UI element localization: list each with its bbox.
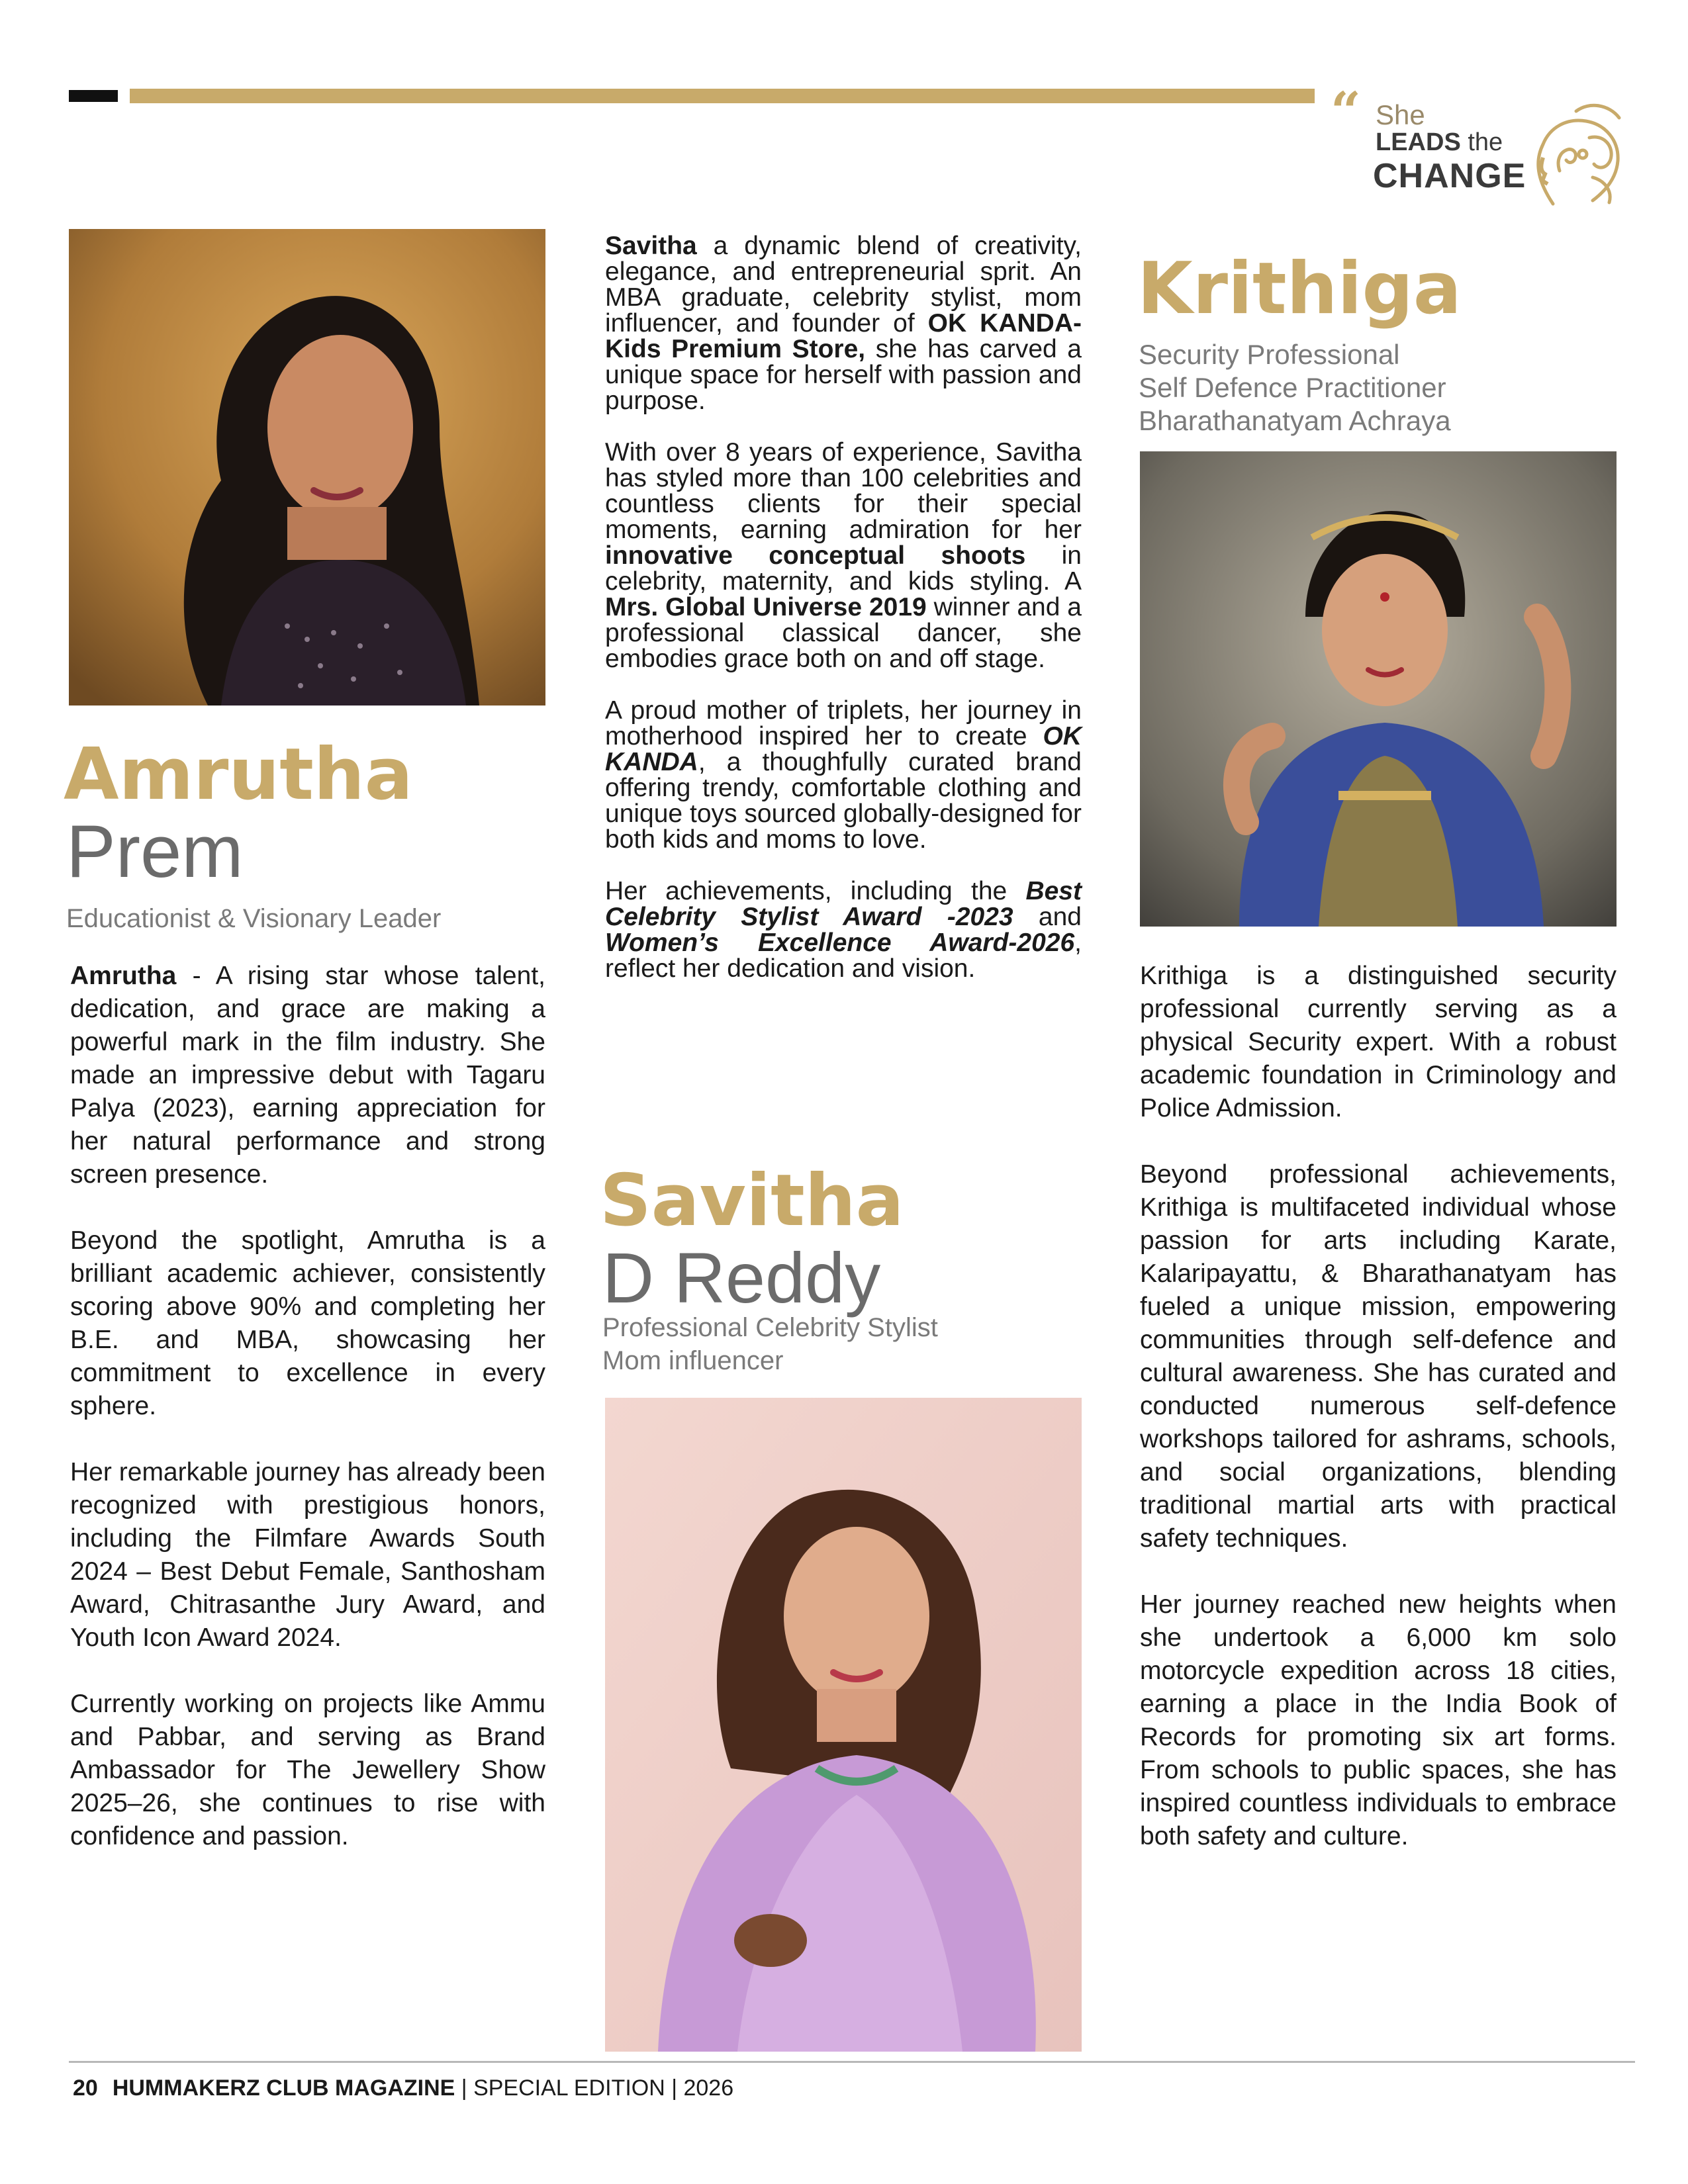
magazine-name: HUMMAKERZ CLUB MAGAZINE xyxy=(112,2075,455,2101)
krithiga-bio xyxy=(1140,960,1617,1853)
amrutha-bio-paragraph: Beyond the spotlight, Amrutha is a brilliant academic achiever, consistently scoring above 90% and completing her B.E. and MBA, showcasing her commitment to excellence in every sphere. xyxy=(70,1226,545,1420)
krithiga-bio-paragraph: Beyond professional achievements, Krithiga is multifaceted individual whose passion for arts including Karate, Kalaripayattu, & Bharathanatyam has fueled a unique mission, empowering communities through self-defence and cultural awareness. She has curated and conducted numerous self-defence workshops tailored for ashrams, schools, and social organizations, blending traditional martial arts with practical safety techniques. xyxy=(1140,1160,1617,1553)
savitha-portrait-photo xyxy=(605,1398,1082,2052)
amrutha-bio-paragraph: Her remarkable journey has already been recognized with prestigious honors, including the Filmfare Awards South 2024 – Best Debut Female, Santhosham Award, Chitrasanthe Jury Award, and Youth Icon Award 2024. xyxy=(70,1458,545,1652)
footer-divider xyxy=(69,2061,1635,2063)
krithiga-portrait-photo xyxy=(1140,451,1617,927)
amrutha-portrait-photo xyxy=(69,229,545,705)
logo-line-1: She xyxy=(1376,99,1425,130)
savitha-role: Mom influencer xyxy=(602,1346,784,1375)
page-number: 20 xyxy=(73,2075,98,2101)
header-accent-bar-dark xyxy=(69,90,118,102)
krithiga-role: Self Defence Practitioner xyxy=(1139,372,1446,403)
krithiga-bio-paragraph: Krithiga is a distinguished security professional currently serving as a physical Security expert. With a robust academic foundation in Criminology and Police Admission. xyxy=(1140,962,1617,1122)
savitha-bio-paragraph: A proud mother of triplets, her journey in motherhood inspired her to create OK KANDA, a thoughfully curated brand offering trendy, comfortable clothing and unique toys sourced globally-designed for both kids and moms to love. xyxy=(605,696,1082,854)
savitha-bio-paragraph: Savitha a dynamic blend of creativity, elegance, and entrepreneurial sprit. An MBA graduate, celebrity stylist, mom influencer, and founder of OK KANDA-Kids Premium Store, she has carved a unique space for herself with passion and purpose. xyxy=(605,232,1082,415)
amrutha-bio-paragraph: Currently working on projects like Ammu and Pabbar, and serving as Brand Ambassador for The Jewellery Show 2025–26, she continues to rise with confidence and passion. xyxy=(70,1690,545,1850)
krithiga-name: Krithiga xyxy=(1137,248,1462,330)
amrutha-last-name: Prem xyxy=(66,810,244,893)
savitha-bio-paragraph: With over 8 years of experience, Savitha has styled more than 100 celebrities and countless clients for their special moments, earning admiration for her innovative conceptual shoots in celebrity, maternity, and kids styling. A Mrs. Global Universe 2019 winner and a professional classical dancer, she embodies grace both on and off stage. xyxy=(605,438,1082,673)
amrutha-role: Educationist & Visionary Leader xyxy=(66,904,442,933)
quote-mark-icon: “ xyxy=(1331,80,1362,142)
logo-line-2: LEADS the xyxy=(1376,128,1503,156)
savitha-first-name: Savitha xyxy=(600,1160,904,1242)
savitha-last-name: D Reddy xyxy=(602,1238,881,1318)
she-leads-the-change-logo xyxy=(1331,80,1635,217)
amrutha-first-name: Amrutha xyxy=(64,733,413,816)
logo-line-3: CHANGE xyxy=(1373,157,1526,195)
krithiga-role: Bharathanatyam Achraya xyxy=(1139,405,1451,436)
edition-label: | SPECIAL EDITION | 2026 xyxy=(455,2075,734,2101)
krithiga-role: Security Professional xyxy=(1139,339,1400,370)
amrutha-bio xyxy=(70,960,545,1853)
amrutha-bio-paragraph: Amrutha - A rising star whose talent, dedication, and grace are making a powerful mark in the film industry. She made an impressive debut with Tagaru Palya (2023), earning appreciation for her natural performance and strong screen presence. xyxy=(70,962,545,1189)
savitha-role: Professional Celebrity Stylist xyxy=(602,1313,938,1342)
savitha-bio-paragraph: Her achievements, including the Best Celebrity Stylist Award -2023 and Women’s Excellence Award-2026, reflect her dedication and vision. xyxy=(605,877,1082,983)
woman-profile-icon xyxy=(1513,91,1632,210)
savitha-bio xyxy=(605,233,1082,981)
header-accent-bar-gold xyxy=(130,89,1315,103)
krithiga-bio-paragraph: Her journey reached new heights when she undertook a 6,000 km solo motorcycle expedition across 18 cities, earning a place in the India Book of Records for promoting six art forms. From schools to public spaces, she has inspired countless individuals to embrace both safety and culture. xyxy=(1140,1590,1617,1850)
page-footer xyxy=(73,2075,733,2101)
